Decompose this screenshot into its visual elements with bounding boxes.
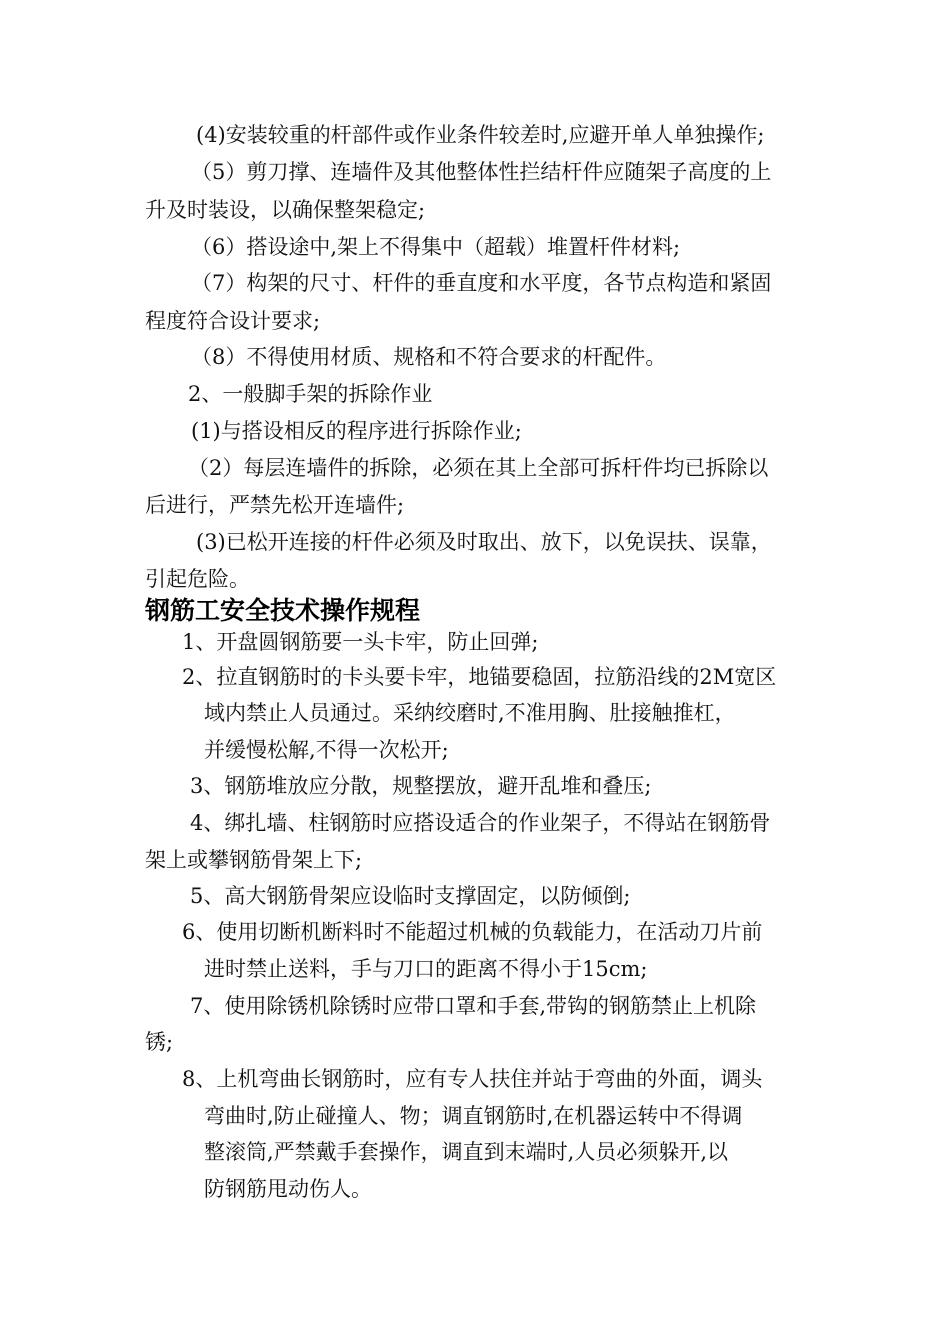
rebar-item-8-line1: 8、上机弯曲长钢筋时，应有专人扶住并站于弯曲的外面，调头 [182, 1067, 763, 1091]
dismantle-item-3-line1: (3)已松开连接的杆件必须及时取出、放下，以免误扶、误靠， [196, 530, 772, 554]
rebar-item-8-line4: 防钢筋甩动伤人。 [204, 1177, 372, 1201]
rebar-item-8-line2: 弯曲时,防止碰撞人、物；调直钢筋时,在机器运转中不得调 [204, 1104, 743, 1128]
rebar-item-6-line2: 进时禁止送料，手与刀口的距离不得小于15cm; [204, 957, 648, 981]
scaffold-item-8: （8）不得使用材质、规格和不符合要求的杆配件。 [191, 345, 667, 369]
rebar-item-7-line2: 锈; [145, 1030, 174, 1054]
rebar-item-5: 5、高大钢筋骨架应设临时支撑固定，以防倾倒; [190, 884, 631, 908]
dismantle-title: 2、一般脚手架的拆除作业 [188, 382, 433, 406]
section-heading: 钢筋工安全技术操作规程 [145, 596, 421, 625]
rebar-item-8-line3: 整滚筒,严禁戴手套操作，调直到末端时,人员必须躲开,以 [204, 1140, 729, 1164]
dismantle-item-3-line2: 引起危险。 [145, 567, 250, 591]
rebar-item-4-line1: 4、绑扎墙、柱钢筋时应搭设适合的作业架子，不得站在钢筋骨 [190, 811, 771, 835]
scaffold-item-5-line1: （5）剪刀撑、连墙件及其他整体性拦结杆件应随架子高度的上 [191, 160, 772, 184]
scaffold-item-6: （6）搭设途中,架上不得集中（超载）堆置杆件材料; [191, 235, 681, 259]
rebar-item-2-line1: 2、拉直钢筋时的卡头要卡牢，地锚要稳固，拉筋沿线的2M宽区 [182, 665, 777, 689]
scaffold-item-7-line2: 程度符合设计要求; [145, 309, 321, 333]
rebar-item-2-line3: 并缓慢松解,不得一次松开; [204, 738, 449, 762]
rebar-item-2-line2: 域内禁止人员通过。采纳绞磨时,不准用胸、肚接触推杠， [204, 701, 736, 725]
rebar-item-1: 1、开盘圆钢筋要一头卡牢，防止回弹; [182, 630, 539, 654]
dismantle-item-2-line2: 后进行，严禁先松开连墙件; [145, 493, 405, 517]
rebar-item-6-line1: 6、使用切断机断料时不能超过机械的负载能力，在活动刀片前 [182, 920, 763, 944]
scaffold-item-5-line2: 升及时装设，以确保整架稳定; [145, 198, 426, 222]
rebar-item-4-line2: 架上或攀钢筋骨架上下; [145, 848, 363, 872]
dismantle-item-1: (1)与搭设相反的程序进行拆除作业; [191, 419, 522, 443]
scaffold-item-4: (4)安装较重的杆部件或作业条件较差时,应避开单人单独操作; [196, 123, 765, 147]
rebar-item-3: 3、钢筋堆放应分散，规整摆放，避开乱堆和叠压; [190, 774, 652, 798]
dismantle-item-2-line1: （2）每层连墙件的拆除，必须在其上全部可拆杆件均已拆除以 [188, 456, 769, 480]
rebar-item-7-line1: 7、使用除锈机除锈时应带口罩和手套,带钩的钢筋禁止上机除 [190, 994, 757, 1018]
scaffold-item-7-line1: （7）构架的尺寸、杆件的垂直度和水平度，各节点构造和紧固 [191, 271, 772, 295]
